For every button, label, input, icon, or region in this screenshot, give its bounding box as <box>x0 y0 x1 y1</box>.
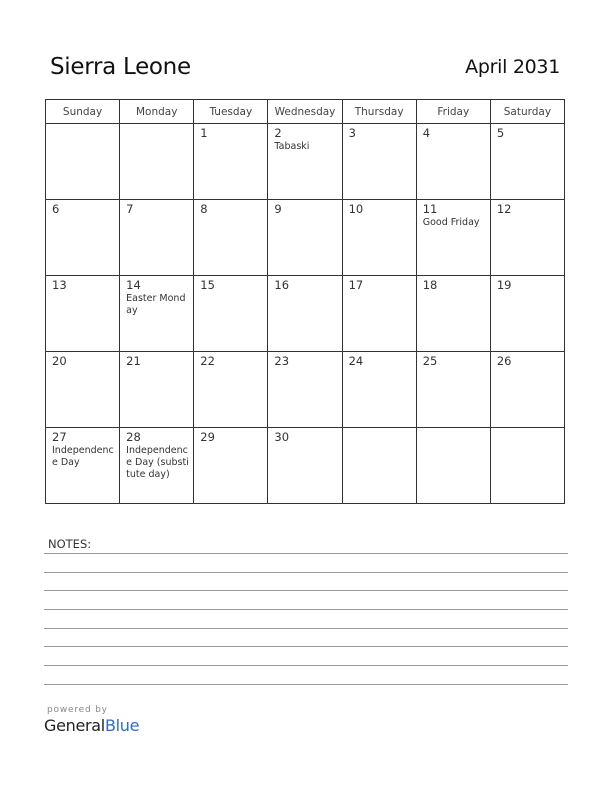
holiday-label: Good Friday <box>422 217 480 228</box>
day-cell <box>46 200 120 276</box>
day-number: 21 <box>126 354 141 368</box>
day-number: 24 <box>348 354 364 368</box>
day-cell <box>416 124 490 200</box>
day-cell <box>490 276 564 352</box>
weekday-friday: Friday <box>416 100 490 124</box>
day-number: 3 <box>348 126 356 140</box>
day-number: 16 <box>274 278 290 292</box>
note-line <box>44 646 568 647</box>
week-row <box>46 124 565 200</box>
week-row <box>46 428 565 504</box>
day-number: 9 <box>274 202 282 216</box>
weekday-monday: Monday <box>120 100 194 124</box>
day-number: 29 <box>200 430 215 444</box>
day-cell <box>416 276 490 352</box>
holiday-label: Easter Monday <box>126 293 186 316</box>
day-number: 2 <box>274 126 282 140</box>
week-row <box>46 276 565 352</box>
day-cell <box>194 428 268 504</box>
day-number: 27 <box>52 430 67 444</box>
day-cell <box>342 200 416 276</box>
month-title: April 2031 <box>465 56 560 78</box>
brand-blue: Blue <box>104 716 140 735</box>
day-cell <box>490 428 564 504</box>
day-number: 12 <box>496 202 512 216</box>
holiday-label: Independence Day (substitute day) <box>126 445 189 480</box>
day-cell <box>490 200 564 276</box>
day-cell <box>194 200 268 276</box>
day-number: 13 <box>52 278 67 292</box>
calendar-grid <box>45 99 565 504</box>
week-row <box>46 352 565 428</box>
day-cell <box>268 200 342 276</box>
day-number: 5 <box>496 126 505 140</box>
day-cell <box>46 124 120 200</box>
note-line <box>44 590 568 591</box>
weekday-tuesday: Tuesday <box>194 100 268 124</box>
day-cell <box>342 124 416 200</box>
day-number: 25 <box>422 354 438 368</box>
day-cell <box>490 124 564 200</box>
day-cell <box>120 124 194 200</box>
day-cell <box>268 428 342 504</box>
day-cell <box>416 200 490 276</box>
day-number: 30 <box>274 430 290 444</box>
day-cell <box>342 276 416 352</box>
week-row <box>46 200 565 276</box>
day-cell <box>268 124 342 200</box>
weekday-thursday: Thursday <box>342 100 416 124</box>
day-number: 18 <box>422 278 438 292</box>
day-cell <box>194 276 268 352</box>
day-number: 20 <box>52 354 67 368</box>
day-number: 17 <box>348 278 364 292</box>
day-cell <box>194 124 268 200</box>
day-number: 11 <box>422 202 438 216</box>
note-line <box>44 572 568 573</box>
country-title: Sierra Leone <box>50 54 191 80</box>
day-number: 14 <box>126 278 141 292</box>
day-cell <box>120 352 194 428</box>
day-number: 10 <box>348 202 364 216</box>
day-cell <box>194 352 268 428</box>
day-cell <box>416 428 490 504</box>
day-number: 6 <box>52 202 60 216</box>
note-line <box>44 553 568 554</box>
powered-by-text: powered by <box>47 705 108 715</box>
note-line <box>44 609 568 610</box>
day-cell <box>490 352 564 428</box>
day-cell <box>268 352 342 428</box>
day-number: 23 <box>274 354 290 368</box>
day-number: 1 <box>200 126 208 140</box>
day-cell <box>46 428 120 504</box>
day-number: 7 <box>126 202 134 216</box>
day-cell <box>120 428 194 504</box>
day-cell <box>416 352 490 428</box>
generalblue-logo[interactable] <box>44 716 139 735</box>
note-line <box>44 665 568 666</box>
day-number: 28 <box>126 430 141 444</box>
weekday-saturday: Saturday <box>490 100 564 124</box>
day-cell <box>120 200 194 276</box>
note-line <box>44 628 568 629</box>
day-cell <box>120 276 194 352</box>
brand-general: General <box>44 716 105 735</box>
day-cell <box>268 276 342 352</box>
day-number: 8 <box>200 202 208 216</box>
day-cell <box>46 352 120 428</box>
weekday-sunday: Sunday <box>46 100 120 124</box>
weekday-wednesday: Wednesday <box>268 100 342 124</box>
day-cell <box>46 276 120 352</box>
day-number: 26 <box>496 354 512 368</box>
weekday-header-row <box>46 100 565 124</box>
day-cell <box>342 352 416 428</box>
holiday-label: Tabaski <box>274 141 310 152</box>
holiday-label: Independence Day <box>52 445 114 468</box>
day-number: 15 <box>200 278 215 292</box>
notes-label: NOTES: <box>48 537 92 551</box>
day-number: 19 <box>496 278 512 292</box>
day-number: 4 <box>422 126 431 140</box>
day-number: 22 <box>200 354 215 368</box>
day-cell <box>342 428 416 504</box>
note-line <box>44 684 568 685</box>
